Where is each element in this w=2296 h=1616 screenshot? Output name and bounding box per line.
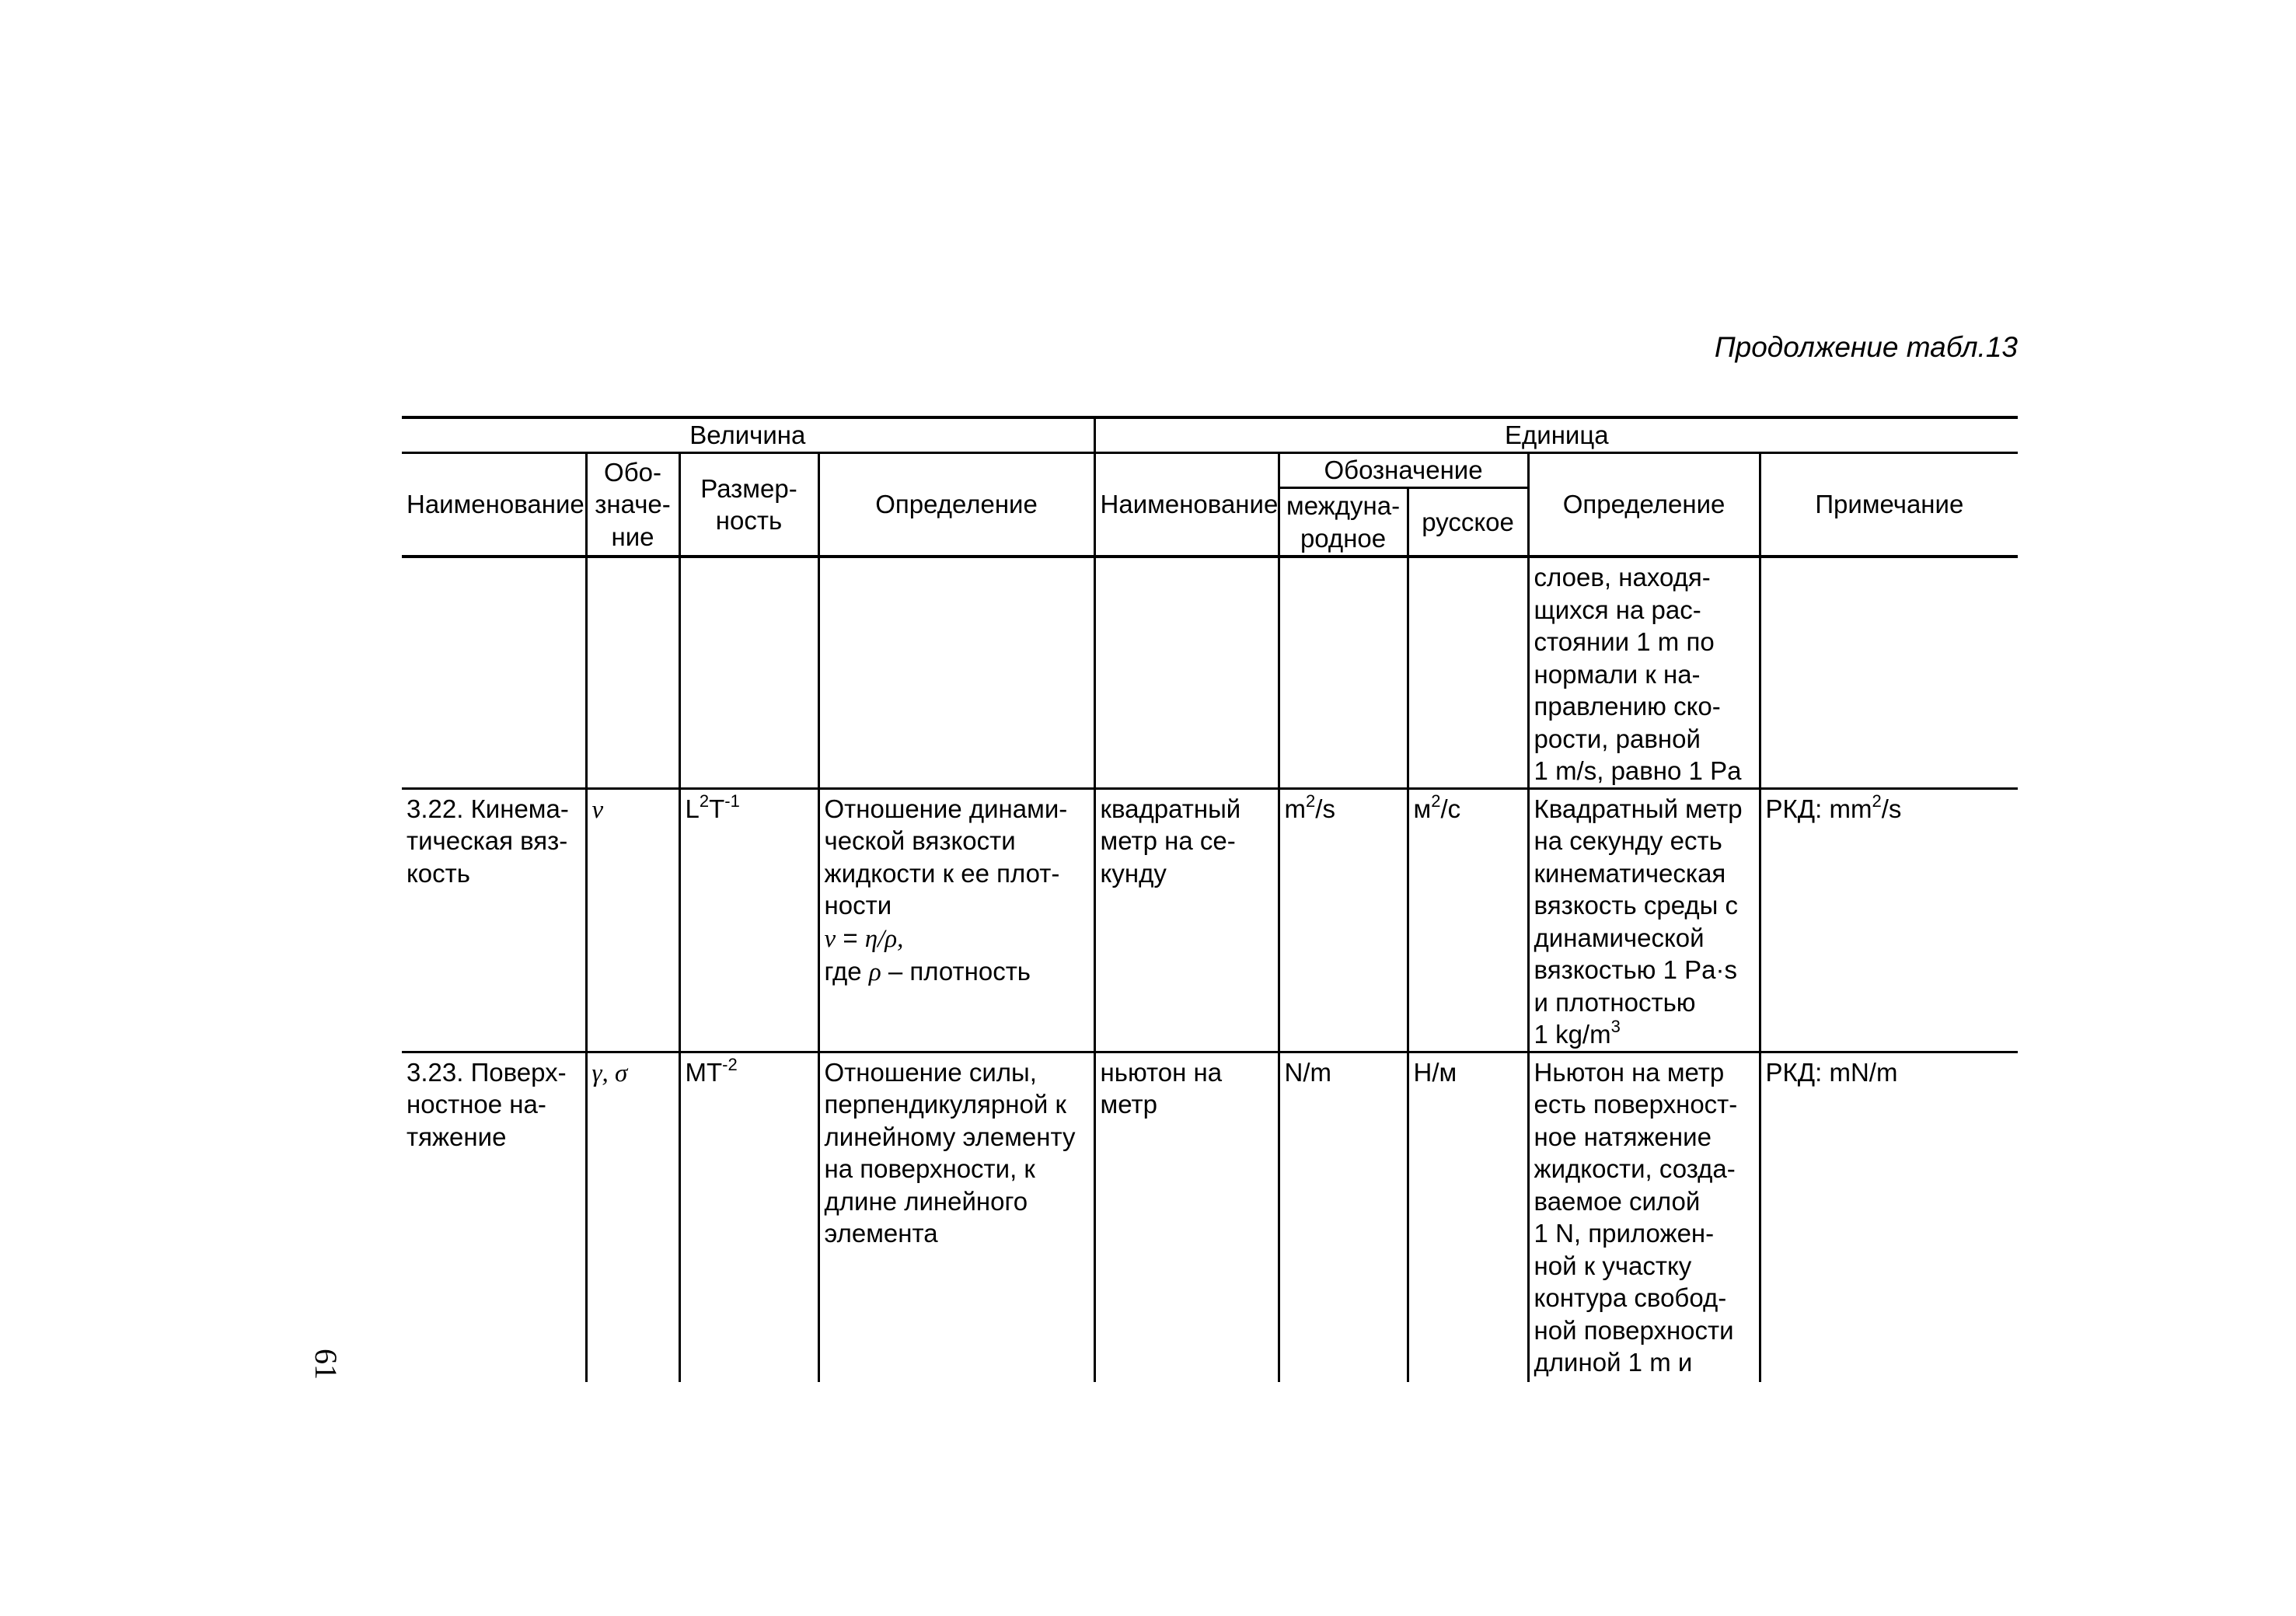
cell-unit-international: N/m — [1279, 1052, 1408, 1382]
definition-formula: ν = η/ρ, — [824, 923, 904, 953]
table-caption: Продолжение табл.13 — [1714, 331, 2018, 363]
cell-empty — [1408, 557, 1528, 788]
cell-empty — [586, 557, 679, 788]
header-unit-name: Наименование — [1094, 453, 1279, 557]
cell-quantity-definition: Отношение силы, перпендикулярной к линейному элементу на поверхности, к длине линейного элемента — [818, 1052, 1094, 1382]
cell-empty — [1094, 557, 1279, 788]
header-quantity-dimension: Размер- ность — [679, 453, 818, 557]
cell-unit-definition: слоев, находя- щихся на рас- стоянии 1 m по нормали к на- правлению ско- рости, равной 1 m/s, равно 1 Pa — [1528, 557, 1760, 788]
cell-unit-definition: Квадратный метр на секунду есть кинематическая вязкость среды с динамической вязкостью 1 Pa·s и плотностью 1 $kg/m^3$ — [1528, 788, 1760, 1052]
cell-unit-russian: Н/м — [1408, 1052, 1528, 1382]
cell-quantity-name: 3.22. Кинема- тическая вяз- кость — [402, 788, 586, 1052]
table-row-kinematic-viscosity — [402, 788, 2018, 1052]
table-row-surface-tension — [402, 1052, 2018, 1382]
definition-text: Отношение динами- ческой вязкости жидкости к ее плот- ности — [824, 794, 1068, 920]
cell-note: РКД: $mm^2/s$ — [1760, 788, 2018, 1052]
cell-empty — [402, 557, 586, 788]
cell-quantity-symbol: γ, σ — [586, 1052, 679, 1382]
cell-quantity-name: 3.23. Поверх- ностное на- тяжение — [402, 1052, 586, 1382]
header-unit-symbol: Обозначение — [1279, 453, 1528, 488]
cell-empty — [818, 557, 1094, 788]
header-unit-symbol-international: междуна- родное — [1279, 488, 1408, 557]
cell-empty — [1760, 557, 2018, 788]
page-number: 61 — [309, 1349, 344, 1380]
cell-unit-name: ньютон на метр — [1094, 1052, 1279, 1382]
cell-quantity-definition — [818, 788, 1094, 1052]
cell-unit-russian: $м^2/с$ — [1408, 788, 1528, 1052]
units-table — [402, 416, 2018, 1382]
cell-note: РКД: mN/m — [1760, 1052, 2018, 1382]
cell-unit-definition: Ньютон на метр есть поверхност- ное натяжение жидкости, созда- ваемое силой 1 N, приложен- ной к участку контура свобод- ной поверхности длиной 1 m и — [1528, 1052, 1760, 1382]
definition-where: где ρ – плотность — [824, 957, 1031, 986]
header-quantity: Величина — [402, 417, 1094, 453]
cell-unit-name: квадратный метр на се- кунду — [1094, 788, 1279, 1052]
symbol-nu: ν — [591, 795, 604, 824]
header-unit: Единица — [1094, 417, 2018, 453]
cell-empty — [1279, 557, 1408, 788]
header-quantity-definition: Определение — [818, 453, 1094, 557]
cell-empty — [679, 557, 818, 788]
cell-dimension: $MT^{-2}$ — [679, 1052, 818, 1382]
cell-quantity-symbol — [586, 788, 679, 1052]
header-quantity-symbol: Обо- значе- ние — [586, 453, 679, 557]
header-unit-definition: Определение — [1528, 453, 1760, 557]
header-quantity-name: Наименование — [402, 453, 586, 557]
cell-dimension: $L^2T^{-1}$ — [679, 788, 818, 1052]
header-note: Примечание — [1760, 453, 2018, 557]
cell-unit-international: $m^2/s$ — [1279, 788, 1408, 1052]
header-unit-symbol-russian: русское — [1408, 488, 1528, 557]
table-row-continuation — [402, 557, 2018, 788]
